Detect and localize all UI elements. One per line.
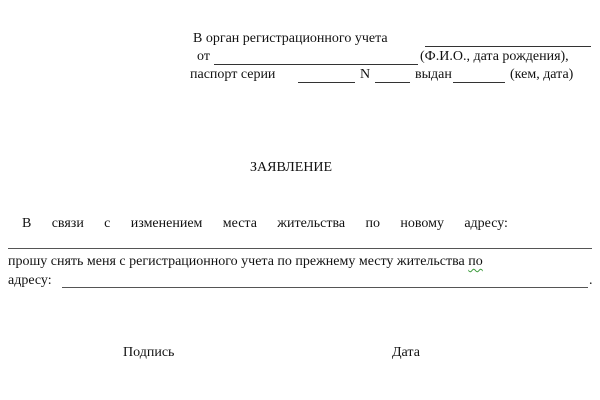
header-from: от	[197, 49, 210, 64]
header-issued-hint: (кем, дата)	[510, 67, 574, 82]
body-line2-end: по	[468, 254, 483, 269]
body-line2	[8, 254, 483, 270]
blank-full-name	[214, 64, 418, 65]
body-word: по	[365, 216, 380, 231]
blank-new-address	[8, 248, 592, 249]
body-word: места	[222, 216, 257, 231]
header-issued: выдан	[415, 67, 452, 82]
header-number-label: N	[360, 67, 371, 82]
header-name-hint: (Ф.И.О., дата рождения),	[420, 49, 569, 64]
document-title: ЗАЯВЛЕНИЕ	[250, 160, 333, 175]
body-line1	[22, 216, 508, 232]
blank-passport-series	[298, 82, 355, 83]
body-line3-period: .	[589, 273, 593, 288]
body-word: связи	[51, 216, 84, 231]
blank-registration-office	[425, 46, 591, 47]
body-line2-text: прошу снять меня с регистрационного учета по прежнему месту жительства	[8, 254, 465, 269]
body-word: изменением	[130, 216, 203, 231]
body-word: В	[22, 216, 32, 231]
header-passport: паспорт серии	[190, 67, 276, 82]
blank-passport-number	[375, 82, 410, 83]
blank-old-address	[62, 287, 588, 288]
body-word: с	[104, 216, 111, 231]
signature-label: Подпись	[123, 345, 175, 360]
body-word: адресу:	[464, 216, 508, 231]
header-line1: В орган регистрационного учета	[193, 31, 388, 46]
body-line3-label: адресу:	[8, 273, 52, 288]
blank-issued-by	[453, 82, 505, 83]
body-word: новому	[400, 216, 444, 231]
body-word: жительства	[277, 216, 346, 231]
date-label: Дата	[392, 345, 420, 360]
